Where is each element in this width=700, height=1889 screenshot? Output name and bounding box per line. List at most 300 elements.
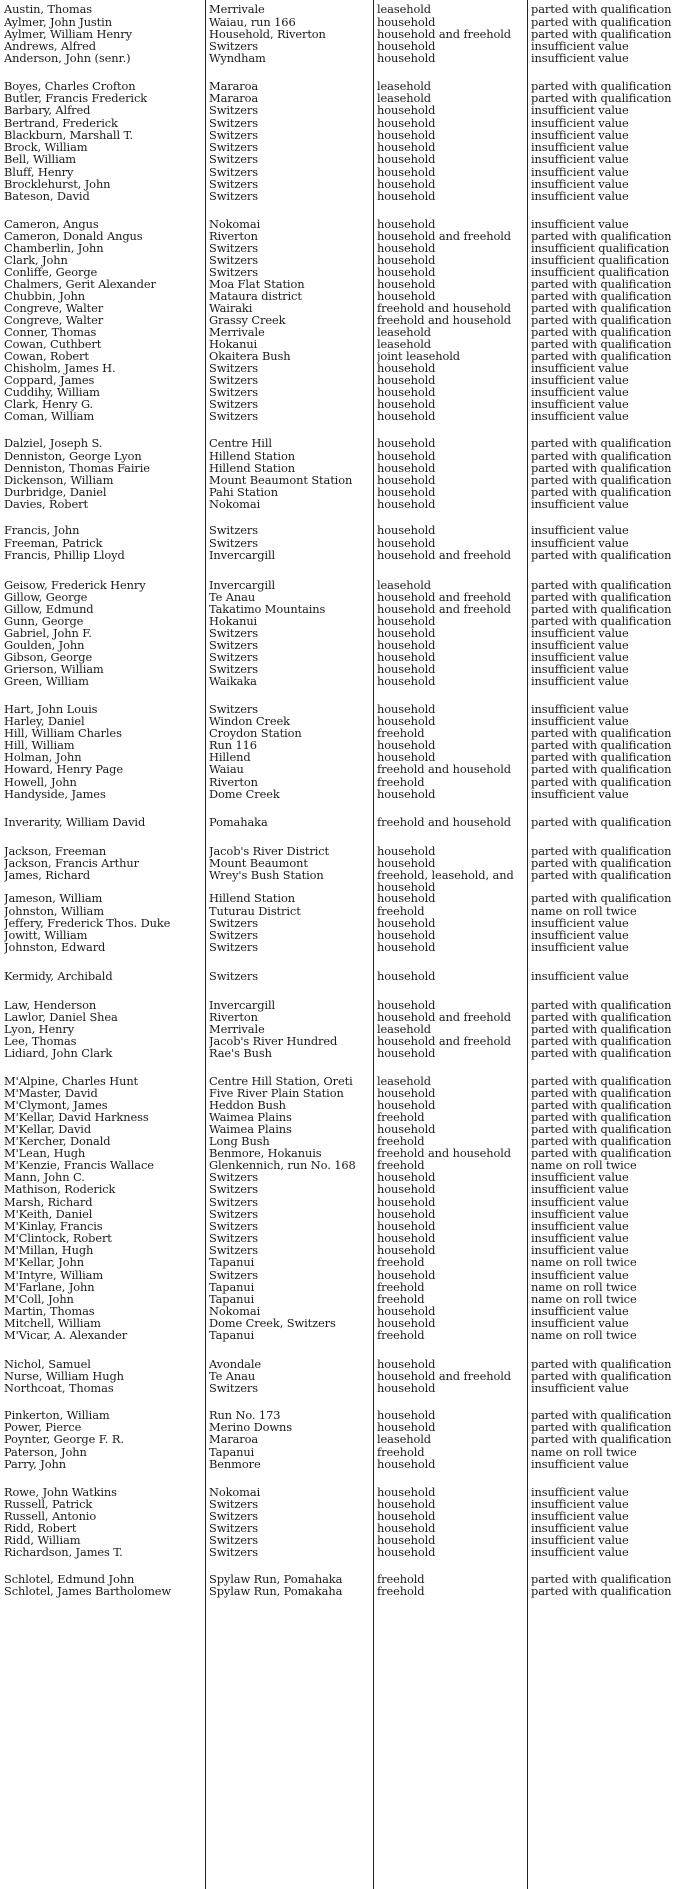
entry-name: M'Kenzie, Francis Wallace bbox=[4, 1159, 154, 1172]
entry-residence: Tapanui bbox=[209, 1329, 255, 1342]
entry-name: Hill, William bbox=[4, 739, 75, 752]
entry-qualification: freehold and household bbox=[377, 1147, 511, 1160]
entry-qualification: household bbox=[377, 675, 436, 688]
entry-name: M'Lean, Hugh bbox=[4, 1147, 86, 1160]
entry-name: M'Millan, Hugh bbox=[4, 1244, 94, 1257]
list-item bbox=[0, 1047, 700, 1060]
list-item bbox=[0, 1183, 700, 1196]
entry-qualification: household bbox=[377, 739, 436, 752]
entry-reason: parted with qualification bbox=[531, 474, 672, 487]
entry-residence: Switzers bbox=[209, 639, 259, 652]
list-item bbox=[0, 788, 700, 801]
entry-qualification: household bbox=[377, 290, 436, 303]
entry-residence: Mataura district bbox=[209, 290, 302, 303]
entry-qualification: household bbox=[377, 929, 436, 942]
entry-residence: Switzers bbox=[209, 153, 259, 166]
entry-reason: insufficient value bbox=[531, 374, 629, 387]
entry-residence: Run No. 173 bbox=[209, 1409, 281, 1422]
entry-name: Clark, Henry G. bbox=[4, 398, 94, 411]
entry-qualification: household bbox=[377, 537, 436, 550]
entry-residence: Switzers bbox=[209, 362, 259, 375]
entry-qualification: household bbox=[377, 703, 436, 716]
entry-reason: insufficient value bbox=[531, 703, 629, 716]
entry-name: Gunn, George bbox=[4, 615, 84, 628]
entry-reason: insufficient value bbox=[531, 1546, 629, 1559]
list-item bbox=[0, 52, 700, 65]
entry-qualification: household bbox=[377, 218, 436, 231]
entry-qualification: household and freehold bbox=[377, 1035, 511, 1048]
entry-qualification: household bbox=[377, 881, 436, 894]
entry-name: Ridd, William bbox=[4, 1534, 81, 1547]
entry-reason: insufficient value bbox=[531, 117, 629, 130]
entry-name: M'Alpine, Charles Hunt bbox=[4, 1075, 139, 1088]
entry-qualification: household bbox=[377, 104, 436, 117]
entry-reason: name on roll twice bbox=[531, 1256, 637, 1269]
entry-reason: parted with qualification bbox=[531, 92, 672, 105]
entry-residence: Benmore, Hokanuis bbox=[209, 1147, 322, 1160]
entry-residence: Nokomai bbox=[209, 1305, 261, 1318]
entry-reason: insufficient value bbox=[531, 929, 629, 942]
entry-reason: insufficient value bbox=[531, 1269, 629, 1282]
entry-name: Inverarity, William David bbox=[4, 816, 146, 829]
list-item bbox=[0, 1329, 700, 1342]
entry-qualification: household bbox=[377, 374, 436, 387]
entry-reason: insufficient qualification bbox=[531, 254, 670, 267]
entry-name: Jowitt, William bbox=[4, 929, 88, 942]
entry-qualification: freehold bbox=[377, 1159, 425, 1172]
entry-name: Bluff, Henry bbox=[4, 166, 74, 179]
entry-name: Chalmers, Gerit Alexander bbox=[4, 278, 156, 291]
entry-name: Coppard, James bbox=[4, 374, 95, 387]
entry-qualification: household and freehold bbox=[377, 230, 511, 243]
entry-reason: parted with qualification bbox=[531, 302, 672, 315]
entry-reason: parted with qualification bbox=[531, 892, 672, 905]
entry-name: Howell, John bbox=[4, 776, 77, 789]
entry-residence: Switzers bbox=[209, 941, 259, 954]
entry-qualification: household bbox=[377, 845, 436, 858]
entry-name: Paterson, John bbox=[4, 1446, 87, 1459]
entry-name: Cowan, Cuthbert bbox=[4, 338, 102, 351]
entry-residence: Hokanui bbox=[209, 615, 258, 628]
entry-name: Johnston, William bbox=[4, 905, 104, 918]
entry-residence: Switzers bbox=[209, 651, 259, 664]
entry-reason: insufficient value bbox=[531, 524, 629, 537]
entry-reason: insufficient value bbox=[531, 1458, 629, 1471]
entry-name: Northcoat, Thomas bbox=[4, 1382, 114, 1395]
entry-reason: parted with qualification bbox=[531, 999, 672, 1012]
entry-residence: Windon Creek bbox=[209, 715, 290, 728]
entry-residence: Switzers bbox=[209, 386, 259, 399]
entry-qualification: household bbox=[377, 615, 436, 628]
entry-residence: Switzers bbox=[209, 1382, 259, 1395]
entry-qualification: household bbox=[377, 117, 436, 130]
entry-residence: Hillend Station bbox=[209, 462, 295, 475]
entry-reason: insufficient value bbox=[531, 166, 629, 179]
list-item bbox=[0, 1546, 700, 1559]
entry-reason: insufficient value bbox=[531, 1534, 629, 1547]
entry-reason: insufficient value bbox=[531, 1171, 629, 1184]
entry-reason: insufficient value bbox=[531, 178, 629, 191]
entry-reason: name on roll twice bbox=[531, 1281, 637, 1294]
entry-residence: Switzers bbox=[209, 537, 259, 550]
entry-name: Francis, Phillip Lloyd bbox=[4, 549, 125, 562]
entry-name: Anderson, John (senr.) bbox=[4, 52, 131, 65]
entry-name: M'Kellar, John bbox=[4, 1256, 84, 1269]
entry-reason: parted with qualification bbox=[531, 857, 672, 870]
entry-reason: parted with qualification bbox=[531, 462, 672, 475]
entry-reason: parted with qualification bbox=[531, 549, 672, 562]
entry-qualification: household bbox=[377, 892, 436, 905]
entry-reason: insufficient value bbox=[531, 970, 629, 983]
entry-qualification: freehold bbox=[377, 905, 425, 918]
entry-name: Cuddihy, William bbox=[4, 386, 100, 399]
entry-residence: Dome Creek, Switzers bbox=[209, 1317, 336, 1330]
entry-reason: insufficient value bbox=[531, 1183, 629, 1196]
entry-qualification: household bbox=[377, 254, 436, 267]
entry-name: Jameson, William bbox=[4, 892, 103, 905]
entry-residence: Switzers bbox=[209, 178, 259, 191]
entry-reason: parted with qualification bbox=[531, 603, 672, 616]
entry-qualification: household bbox=[377, 524, 436, 537]
entry-residence: Switzers bbox=[209, 254, 259, 267]
entry-reason: insufficient value bbox=[531, 941, 629, 954]
entry-residence: Waikaka bbox=[209, 675, 257, 688]
entry-reason: parted with qualification bbox=[531, 1135, 672, 1148]
entry-name: Andrews, Alfred bbox=[4, 40, 96, 53]
entry-name: Parry, John bbox=[4, 1458, 66, 1471]
entry-residence: Benmore bbox=[209, 1458, 261, 1471]
entry-qualification: freehold bbox=[377, 1111, 425, 1124]
entry-qualification: leasehold bbox=[377, 1433, 431, 1446]
entry-qualification: household bbox=[377, 1546, 436, 1559]
entry-residence: Switzers bbox=[209, 1269, 259, 1282]
entry-qualification: household and freehold bbox=[377, 28, 511, 41]
entry-qualification: leasehold bbox=[377, 579, 431, 592]
entry-residence: Mararoa bbox=[209, 1433, 259, 1446]
entry-reason: insufficient value bbox=[531, 1305, 629, 1318]
entry-reason: parted with qualification bbox=[531, 290, 672, 303]
entry-reason: parted with qualification bbox=[531, 1573, 672, 1586]
entry-reason: parted with qualification bbox=[531, 1433, 672, 1446]
entry-qualification: household bbox=[377, 16, 436, 29]
entry-reason: parted with qualification bbox=[531, 350, 672, 363]
list-item bbox=[0, 524, 700, 537]
entry-name: Cowan, Robert bbox=[4, 350, 89, 363]
entry-name: Mann, John C. bbox=[4, 1171, 85, 1184]
entry-qualification: household bbox=[377, 52, 436, 65]
entry-residence: Switzers bbox=[209, 410, 259, 423]
entry-reason: insufficient value bbox=[531, 1382, 629, 1395]
entry-name: Holman, John bbox=[4, 751, 82, 764]
entry-name: M'Keith, Daniel bbox=[4, 1208, 93, 1221]
entry-reason: insufficient value bbox=[531, 141, 629, 154]
entry-reason: insufficient value bbox=[531, 651, 629, 664]
entry-qualification: household bbox=[377, 410, 436, 423]
entry-name: Law, Henderson bbox=[4, 999, 97, 1012]
entry-residence: Te Anau bbox=[209, 1370, 256, 1383]
entry-qualification: household bbox=[377, 1510, 436, 1523]
entry-reason: parted with qualification bbox=[531, 1123, 672, 1136]
entry-name: Johnston, Edward bbox=[4, 941, 106, 954]
entry-qualification: household bbox=[377, 1047, 436, 1060]
entry-name: Jeffery, Frederick Thos. Duke bbox=[4, 917, 171, 930]
entry-residence: Switzers bbox=[209, 1208, 259, 1221]
entry-qualification: freehold bbox=[377, 1256, 425, 1269]
list-item bbox=[0, 549, 700, 562]
entry-reason: parted with qualification bbox=[531, 230, 672, 243]
entry-name: Hart, John Louis bbox=[4, 703, 98, 716]
entry-residence: Merino Downs bbox=[209, 1421, 293, 1434]
entry-residence: Switzers bbox=[209, 1196, 259, 1209]
entry-name: Kermidy, Archibald bbox=[4, 970, 113, 983]
entry-name: Barbary, Alfred bbox=[4, 104, 91, 117]
entry-qualification: leasehold bbox=[377, 326, 431, 339]
entry-reason: parted with qualification bbox=[531, 1409, 672, 1422]
entry-qualification: household bbox=[377, 1196, 436, 1209]
entry-qualification: leasehold bbox=[377, 1075, 431, 1088]
entry-residence: Merrivale bbox=[209, 1023, 265, 1036]
entry-reason: parted with qualification bbox=[531, 338, 672, 351]
entry-reason: parted with qualification bbox=[531, 1099, 672, 1112]
entry-residence: Switzers bbox=[209, 1534, 259, 1547]
entry-name: M'Intyre, William bbox=[4, 1269, 104, 1282]
entry-residence: Switzers bbox=[209, 970, 259, 983]
entry-reason: parted with qualification bbox=[531, 1358, 672, 1371]
entry-name: Mitchell, William bbox=[4, 1317, 101, 1330]
entry-residence: Switzers bbox=[209, 1546, 259, 1559]
entry-reason: parted with qualification bbox=[531, 1111, 672, 1124]
entry-qualification: freehold bbox=[377, 1329, 425, 1342]
entry-qualification: household bbox=[377, 1409, 436, 1422]
entry-qualification: freehold and household bbox=[377, 302, 511, 315]
entry-reason: parted with qualification bbox=[531, 1585, 672, 1598]
entry-residence: Glenkennich, run No. 168 bbox=[209, 1159, 356, 1172]
entry-name: Bateson, David bbox=[4, 190, 90, 203]
entry-reason: insufficient value bbox=[531, 715, 629, 728]
entry-name: Cameron, Donald Angus bbox=[4, 230, 143, 243]
entry-residence: Invercargill bbox=[209, 579, 276, 592]
entry-residence: Riverton bbox=[209, 230, 258, 243]
entry-qualification: freehold bbox=[377, 1281, 425, 1294]
entry-qualification: household bbox=[377, 166, 436, 179]
entry-residence: Switzers bbox=[209, 129, 259, 142]
entry-qualification: household bbox=[377, 999, 436, 1012]
entry-reason: insufficient value bbox=[531, 218, 629, 231]
entry-reason: parted with qualification bbox=[531, 1421, 672, 1434]
entry-reason: parted with qualification bbox=[531, 314, 672, 327]
entry-qualification: freehold bbox=[377, 1585, 425, 1598]
entry-reason: insufficient value bbox=[531, 1232, 629, 1245]
entry-reason: name on roll twice bbox=[531, 905, 637, 918]
entry-reason: parted with qualification bbox=[531, 1370, 672, 1383]
list-item bbox=[0, 190, 700, 203]
entry-residence: Switzers bbox=[209, 266, 259, 279]
entry-qualification: household bbox=[377, 1534, 436, 1547]
entry-qualification: freehold bbox=[377, 1293, 425, 1306]
entry-residence: Switzers bbox=[209, 1498, 259, 1511]
entry-qualification: household bbox=[377, 1183, 436, 1196]
entry-residence: Switzers bbox=[209, 1244, 259, 1257]
entry-qualification: household and freehold bbox=[377, 591, 511, 604]
entry-residence: Rae's Bush bbox=[209, 1047, 272, 1060]
entry-name: M'Kinlay, Francis bbox=[4, 1220, 103, 1233]
entry-name: Congreve, Walter bbox=[4, 314, 104, 327]
entry-residence: Switzers bbox=[209, 117, 259, 130]
list-item bbox=[0, 153, 700, 166]
entry-name: M'Clymont, James bbox=[4, 1099, 108, 1112]
entry-name: Boyes, Charles Crofton bbox=[4, 80, 136, 93]
entry-qualification: household bbox=[377, 1486, 436, 1499]
entry-qualification: freehold and household bbox=[377, 816, 511, 829]
entry-reason: parted with qualification bbox=[531, 16, 672, 29]
entry-reason: insufficient value bbox=[531, 410, 629, 423]
entry-reason: insufficient value bbox=[531, 663, 629, 676]
list-item bbox=[0, 941, 700, 954]
entry-residence: Waimea Plains bbox=[209, 1123, 292, 1136]
entry-name: Ridd, Robert bbox=[4, 1522, 77, 1535]
list-item bbox=[0, 970, 700, 983]
entry-residence: Nokomai bbox=[209, 1486, 261, 1499]
entry-qualification: joint leasehold bbox=[377, 350, 460, 363]
list-item bbox=[0, 498, 700, 511]
list-item bbox=[0, 410, 700, 423]
list-item bbox=[0, 437, 700, 450]
entry-name: Denniston, Thomas Fairie bbox=[4, 462, 150, 475]
entry-reason: parted with qualification bbox=[531, 1023, 672, 1036]
entry-reason: name on roll twice bbox=[531, 1159, 637, 1172]
list-item bbox=[0, 1585, 700, 1598]
entry-reason: name on roll twice bbox=[531, 1293, 637, 1306]
entry-qualification: household bbox=[377, 1087, 436, 1100]
entry-qualification: freehold, leasehold, and bbox=[377, 869, 514, 882]
entry-reason: name on roll twice bbox=[531, 1329, 637, 1342]
list-item bbox=[0, 104, 700, 117]
entry-qualification: household bbox=[377, 1099, 436, 1112]
entry-residence: Riverton bbox=[209, 1011, 258, 1024]
entry-residence: Nokomai bbox=[209, 498, 261, 511]
entry-name: M'Master, David bbox=[4, 1087, 98, 1100]
entry-residence: Switzers bbox=[209, 524, 259, 537]
entry-residence: Wrey's Bush Station bbox=[209, 869, 324, 882]
entry-reason: parted with qualification bbox=[531, 1147, 672, 1160]
entry-residence: Wyndham bbox=[209, 52, 266, 65]
entry-residence: Switzers bbox=[209, 627, 259, 640]
entry-residence: Tapanui bbox=[209, 1281, 255, 1294]
entry-qualification: household bbox=[377, 1220, 436, 1233]
entry-reason: insufficient value bbox=[531, 129, 629, 142]
entry-qualification: household bbox=[377, 1498, 436, 1511]
list-item bbox=[0, 1458, 700, 1471]
entry-reason: insufficient value bbox=[531, 1498, 629, 1511]
entry-residence: Okaitera Bush bbox=[209, 350, 291, 363]
entry-name: Conner, Thomas bbox=[4, 326, 97, 339]
entry-residence: Waiau, run 166 bbox=[209, 16, 296, 29]
entry-name: Congreve, Walter bbox=[4, 302, 104, 315]
entry-reason: parted with qualification bbox=[531, 869, 672, 882]
entry-qualification: household bbox=[377, 266, 436, 279]
entry-name: Nurse, William Hugh bbox=[4, 1370, 124, 1383]
entry-qualification: leasehold bbox=[377, 1023, 431, 1036]
entry-name: Geisow, Frederick Henry bbox=[4, 579, 146, 592]
entry-qualification: household and freehold bbox=[377, 603, 511, 616]
entry-reason: insufficient value bbox=[531, 1522, 629, 1535]
entry-residence: Riverton bbox=[209, 776, 258, 789]
entry-reason: insufficient value bbox=[531, 362, 629, 375]
entry-qualification: freehold and household bbox=[377, 314, 511, 327]
entry-reason: insufficient value bbox=[531, 1244, 629, 1257]
entry-residence: Spylaw Run, Pomahaka bbox=[209, 1573, 343, 1586]
entry-qualification: household bbox=[377, 153, 436, 166]
entry-residence: Long Bush bbox=[209, 1135, 270, 1148]
entry-residence: Switzers bbox=[209, 1522, 259, 1535]
entry-residence: Tapanui bbox=[209, 1256, 255, 1269]
entry-qualification: household bbox=[377, 917, 436, 930]
entry-qualification: household bbox=[377, 474, 436, 487]
entry-name: Rowe, John Watkins bbox=[4, 1486, 117, 1499]
entry-name: Russell, Antonio bbox=[4, 1510, 97, 1523]
entry-residence: Waiau bbox=[209, 763, 244, 776]
entry-name: Conliffe, George bbox=[4, 266, 98, 279]
entry-reason: insufficient value bbox=[531, 398, 629, 411]
entry-residence: Switzers bbox=[209, 1510, 259, 1523]
entry-qualification: household bbox=[377, 1208, 436, 1221]
entry-residence: Nokomai bbox=[209, 218, 261, 231]
entry-residence: Switzers bbox=[209, 40, 259, 53]
entry-residence: Mararoa bbox=[209, 80, 259, 93]
entry-name: M'Kercher, Donald bbox=[4, 1135, 111, 1148]
entry-reason: parted with qualification bbox=[531, 751, 672, 764]
entry-qualification: household bbox=[377, 129, 436, 142]
entry-name: Lyon, Henry bbox=[4, 1023, 75, 1036]
entry-residence: Waimea Plains bbox=[209, 1111, 292, 1124]
entry-name: Harley, Daniel bbox=[4, 715, 85, 728]
entry-residence: Switzers bbox=[209, 663, 259, 676]
entry-qualification: household and freehold bbox=[377, 549, 511, 562]
entry-qualification: household bbox=[377, 242, 436, 255]
entry-qualification: leasehold bbox=[377, 92, 431, 105]
entry-qualification: household bbox=[377, 40, 436, 53]
entry-name: James, Richard bbox=[4, 869, 91, 882]
entry-qualification: leasehold bbox=[377, 338, 431, 351]
entry-name: Brock, William bbox=[4, 141, 88, 154]
entry-name: Cameron, Angus bbox=[4, 218, 99, 231]
entry-residence: Tapanui bbox=[209, 1446, 255, 1459]
entry-reason: parted with qualification bbox=[531, 1011, 672, 1024]
entry-qualification: household bbox=[377, 663, 436, 676]
entry-name: Pinkerton, William bbox=[4, 1409, 110, 1422]
entry-name: Blackburn, Marshall T. bbox=[4, 129, 133, 142]
entry-qualification: household bbox=[377, 462, 436, 475]
entry-qualification: household bbox=[377, 486, 436, 499]
entry-qualification: household and freehold bbox=[377, 1011, 511, 1024]
entry-name: Bell, William bbox=[4, 153, 77, 166]
entry-residence: Grassy Creek bbox=[209, 314, 286, 327]
entry-qualification: household and freehold bbox=[377, 1370, 511, 1383]
entry-qualification: leasehold bbox=[377, 80, 431, 93]
entry-qualification: household bbox=[377, 639, 436, 652]
entry-name: Francis, John bbox=[4, 524, 80, 537]
entry-reason: parted with qualification bbox=[531, 450, 672, 463]
entry-reason: parted with qualification bbox=[531, 591, 672, 604]
list-item bbox=[0, 763, 700, 776]
entry-residence: Run 116 bbox=[209, 739, 257, 752]
entry-qualification: household bbox=[377, 362, 436, 375]
entry-qualification: household bbox=[377, 715, 436, 728]
entry-residence: Switzers bbox=[209, 104, 259, 117]
list-item bbox=[0, 816, 700, 829]
entry-name: Austin, Thomas bbox=[4, 3, 93, 16]
entry-residence: Switzers bbox=[209, 1183, 259, 1196]
